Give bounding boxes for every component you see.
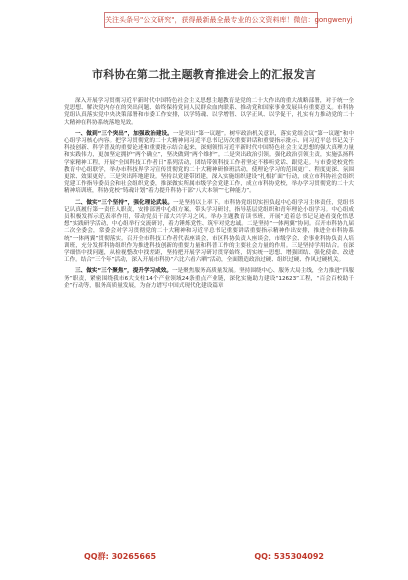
paragraph-lead: 一、做到“三个突出”，加强政治建设。 <box>75 130 173 137</box>
paragraph-text: 一是坚持以上率下。市科协党组切实担负起中心组学习主体责任，党组书记认真履行第一责任人职责，安排部署中心组方案，带头学习研讨，指导基层党组织和青年理论小组学习。中心组成员积极发挥示范表率作用，带动党员干部大兴学习之风。举办主题教育读书班，开展“追着总书记足迹看变化悟思想”实践研学活动，中心组举行交流研讨，着力锤炼党性、筑牢对党忠诚。二是坚持“一体两翼”协同。召开市科协九届二次全委会，常委会对学习贯彻党的二十大精神和习近平总书记重要讲话重要指示精神作出安排，推进全市科协系统“一体两翼”贯彻落实。召开全市科技工作者代表座谈会，市区科协负责人座谈会，市级学会、企事业科协负责人培训班，充分发挥科协组织作为推进科技创新的重要力量和科普工作的主要社会力量的作用。三是坚持学用结合。在深学细悟中找问题，从检视整改中找差距，坚持把开展学习研讨贯穿始终，切实统一思想、增强团结、强化使命、改进工作。结合“三个年”活动，深入开展市科协“六比六看六晒”活动，全面锻造政治过硬、组织过硬、作风过硬机关。 <box>64 199 354 264</box>
footer-contact <box>0 548 408 564</box>
paragraph-text: 一是突出“第一议题”。树牢政治机关意识，落实党组会议“第一议题”和中心组学习核心内容。把学习贯彻党的二十大精神同习近平总书记历次重要讲话和重要指示批示、同习近平总书记关于科技创新、科学普及的重要论述和重要批示结合起来，深刻领悟习近平新时代中国特色社会主义思想的强大真理力量和实践伟力，更加坚定拥护“两个确立”，坚决做到“两个维护”。二是突出政治引领。强化政治引领主责，实施弘扬科学家精神工程，开展“全国科技工作者日”系列活动，团结带领科技工作者坚定不移听党话、跟党走。与市委党校党性教育中心组联学，举办市科技界学习宣传贯彻党的二十大精神研修班活动，使理论学习的范围更广、程度更深、氛围更浓、效果更好。三是突出阵地建设。坚持以党建带团建，深入实施组织建设“扎根扩面”行动，成立市科协社会组织党建工作指导委员会和社会组织党委，推深做实所属市级学会党建工作，成立市科协党校，举办学习贯彻党的二十大精神培训班，科协党校“铸魂计划”着力提升科协干部“八大本领”“七种能力”。 <box>64 130 355 195</box>
paragraph-lead: 三、做实“三个聚焦”，提升学习成效。 <box>75 268 172 275</box>
document-body <box>64 98 354 294</box>
qq-group-text: QQ群: 30265665 <box>84 551 157 561</box>
paragraph <box>64 131 354 196</box>
paragraph-text: 一是聚焦服务高质量发展。坚持围绕中心、服务大局主线，全力推进“四服务”职责，紧密围绕我市6大支柱14个产业领域24条重点产业链，深化实施助力建设“12623”工程，“百会百校助千企”行动等，服务高质量发展，为奋力谱写中国式现代化建设篇章 <box>64 268 355 289</box>
paragraph-text: 深入开展学习贯彻习近平新时代中国特色社会主义思想主题教育是党的二十大作出的重大战略部署，对于统一全党思想、解决党内存在的突出问题、始终保持党同人民群众血肉联系、推动党和国家事业发展具有重要意义。市科协党组认真落实党中央决策部署和市委工作安排，以学铸魂、以学增智、以学正风、以学促干，扎实有力推动党的二十大精神在科协系统落地见效。 <box>64 98 354 126</box>
document-title: 市科协在第二批主题教育推进会上的汇报发言 <box>92 68 316 81</box>
paragraph <box>64 98 354 127</box>
paragraph-lead: 二、做实“三个坚持”，强化理论武装。 <box>75 199 174 206</box>
paragraph <box>64 200 354 265</box>
qq-text: QQ: 535304092 <box>254 551 324 561</box>
header-banner: 关注头条号"公文研究"，获得最新最全最专业的公文资料库！微信：gongwenyj <box>104 12 318 28</box>
paragraph <box>64 268 354 290</box>
